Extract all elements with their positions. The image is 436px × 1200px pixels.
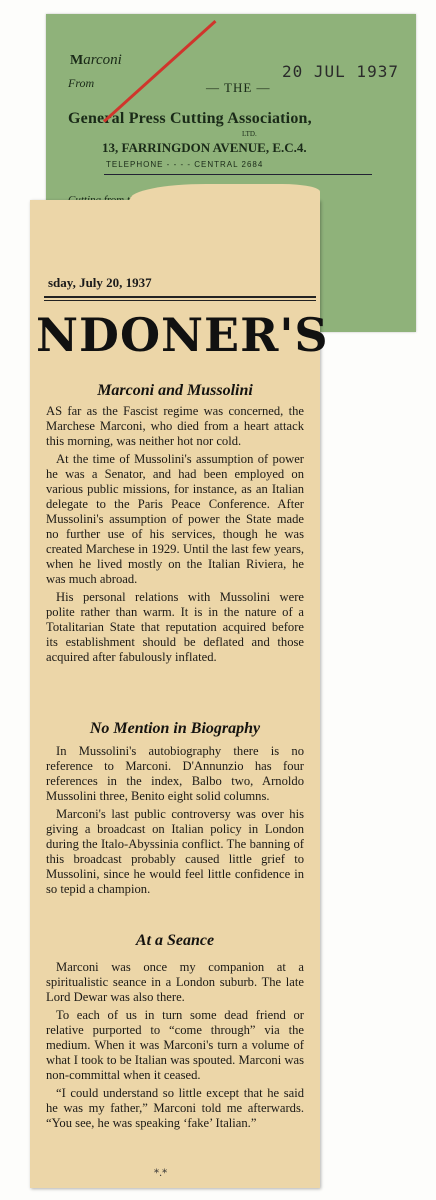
column-title: NDONER'S [36,308,329,362]
paragraph: At the time of Mussolini's assumption of power he was a Senator, and had been employed on various public missions, for instance, as an Italian delegate to the Paris Peace Conference. After Mussolini's assumption of power the State made no further use of his services, though he was created Marchese in 1929. Until the last few years, when he lived mostly on the Italian Riviera, he was much abroad. [46,452,304,586]
section-heading: No Mention in Biography [89,720,261,737]
divider [104,174,372,175]
section-body [46,404,304,668]
ltd-label: LTD. [242,130,257,138]
date-line: sday, July 20, 1937 [48,275,152,290]
paragraph: AS far as the Fascist regime was concerned, the Marchese Marconi, who died from a heart attack this morning, was neither hot nor cold. [46,404,304,448]
address: 13, FARRINGDON AVENUE, E.C.4. [102,140,307,155]
paragraph: To each of us in turn some dead friend or relative purported to “come through” via the medium. When it was Marconi's turn a volume of what I took to be Italian was spouted. Marconi was non-committal when it ceased. [46,1008,304,1082]
header-rule [44,300,316,301]
section-body [46,744,304,900]
torn-edge [130,184,320,222]
section-body [46,960,304,1134]
paragraph: Marconi's last public controversy was over his giving a broadcast on Italian policy in London during the Italo-Abyssinia conflict. The banning of this broadcast probably caused little grief to Mussolini, since he would feel little confidence in so tepid a champion. [46,807,304,896]
header-rule [44,296,316,298]
paragraph: His personal relations with Mussolini were polite rather than warm. It is in the nature of a Totalitarian State that reputation acquired before its establishment should be deflated and those acquired after fabulously inflated. [46,590,304,664]
date-stamp: 20 JUL 1937 [282,62,399,81]
section-heading: At a Seance [135,932,215,949]
paragraph: “I could understand so little except that he said he was my father,” Marconi told me afterwards. “You see, he was speaking ‘fake’ Italian.” [46,1086,304,1130]
telephone-line: TELEPHONE - - - - CENTRAL 2684 [106,160,264,169]
end-mark: *.* [154,1168,168,1179]
red-pencil-mark [103,20,216,123]
section-heading: Marconi and Mussolini [97,382,253,399]
from-label: From [68,76,95,90]
paragraph: In Mussolini's autobiography there is no reference to Marconi. D'Annunzio has four references in the index, Balbo two, Arnoldo Mussolini three, Benito eight solid columns. [46,744,304,803]
association-name: General Press Cutting Association, [68,110,312,127]
the-label: — THE — [206,80,271,95]
paragraph: Marconi was once my companion at a spiritualistic seance in a London suburb. The late Lord Dewar was also there. [46,960,304,1004]
handwritten-name: Marconi [70,52,122,68]
